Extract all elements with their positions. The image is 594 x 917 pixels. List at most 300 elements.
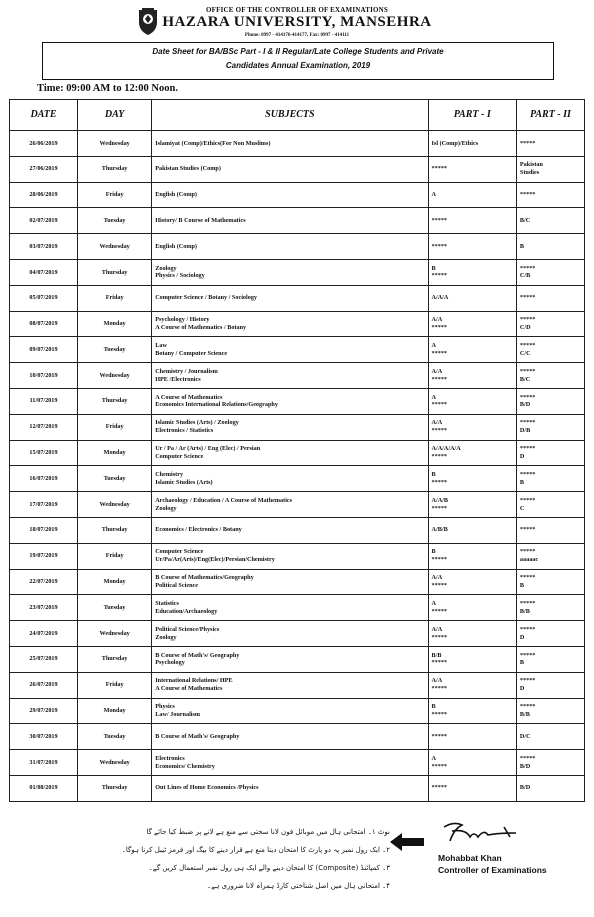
cell-subjects (152, 569, 428, 595)
cell-subjects-line: Statistics (155, 599, 179, 607)
cell-part2 (516, 208, 584, 234)
cell-part2-line: D/C (519, 732, 531, 740)
note-line: ۳۔ کمپائنڈ (Composite) کا امتحان دینے والے ایک ہی رول نمبر استعمال کریں گے۔ (148, 864, 390, 872)
cell-part2 (516, 492, 584, 518)
cell-date: 02/07/2019 (10, 208, 78, 234)
cell-subjects-line: Zoology (155, 504, 177, 512)
cell-part1-line: A (431, 754, 436, 762)
cell-part1-line: B (431, 471, 436, 478)
cell-part1 (428, 621, 516, 647)
cell-part2-line: ***** (519, 294, 536, 302)
cell-day: Monday (78, 698, 152, 724)
cell-date: 08/07/2019 (10, 311, 78, 337)
cell-part1-line: ***** (431, 659, 447, 667)
cell-part1 (428, 182, 516, 208)
cell-subjects-line: Computer Science / Botany / Sociology (155, 294, 258, 302)
cell-part1-line: B/B (431, 651, 442, 659)
cell-subjects-line: Education/Archaeology (155, 607, 218, 615)
cell-part2 (516, 156, 584, 182)
cell-part2-line: ***** (519, 264, 536, 272)
cell-day: Tuesday (78, 208, 152, 234)
cell-part1-line: Isl (Comp)/Ethics (431, 139, 479, 147)
cell-part1 (428, 698, 516, 724)
col-part1: PART - I (428, 100, 516, 131)
cell-part1-line: A/B/B (431, 526, 448, 534)
cell-part2-line: ***** (519, 496, 536, 504)
cell-part2 (516, 388, 584, 414)
cell-part1-line: A/A/A (431, 294, 449, 302)
cell-part1 (428, 388, 516, 414)
cell-part2-line: ***** (519, 677, 536, 685)
cell-date: 17/07/2019 (10, 492, 78, 518)
title-box (42, 42, 554, 80)
arrow-left-icon (388, 831, 426, 853)
cell-day: Tuesday (78, 595, 152, 621)
cell-part1 (428, 337, 516, 363)
cell-part2-line: B (519, 242, 525, 250)
cell-part2-line: ***** (519, 703, 536, 711)
cell-date: 25/07/2019 (10, 646, 78, 672)
cell-part2 (516, 337, 584, 363)
cell-part1-line: ***** (431, 633, 447, 641)
cell-part2 (516, 517, 584, 543)
cell-part2 (516, 285, 584, 311)
university-name: HAZARA UNIVERSITY, MANSEHRA (162, 14, 432, 30)
cell-part1-line: ***** (431, 581, 447, 589)
cell-part1 (428, 311, 516, 337)
cell-date: 26/06/2019 (10, 131, 78, 157)
cell-date: 03/07/2019 (10, 234, 78, 260)
table-row (10, 569, 585, 595)
cell-subjects-line: A Course of Mathematics (155, 685, 223, 693)
cell-subjects-line: Chemistry (155, 471, 184, 478)
cell-part2-line: B (519, 659, 525, 667)
cell-part2-line: B/D (519, 401, 531, 409)
cell-part2 (516, 569, 584, 595)
table-header-row (10, 100, 585, 131)
cell-part1-line: A (431, 393, 436, 401)
cell-subjects-line: Islamic Studies (Arts) (155, 478, 213, 486)
cell-part1-line: ***** (431, 504, 447, 512)
cell-date: 18/07/2019 (10, 517, 78, 543)
table-row (10, 775, 585, 801)
cell-subjects (152, 285, 428, 311)
cell-subjects-line: Ur / Pa / Ar (Arts) / Eng (Elec) / Persian (155, 445, 261, 453)
table-row (10, 698, 585, 724)
cell-part1-line: ***** (431, 710, 447, 718)
cell-part2 (516, 724, 584, 750)
table-row (10, 543, 585, 569)
cell-date: 01/08/2019 (10, 775, 78, 801)
cell-subjects (152, 492, 428, 518)
table-row (10, 492, 585, 518)
title-line-1: Date Sheet for BA/BSc Part - I & II Regular/Late College Students and Private (152, 47, 444, 56)
cell-part2-line: ***** (519, 548, 536, 556)
cell-subjects (152, 517, 428, 543)
cell-subjects (152, 440, 428, 466)
cell-subjects (152, 131, 428, 157)
cell-subjects-line: B Course of Math's/ Geography (155, 651, 240, 659)
cell-date: 26/07/2019 (10, 672, 78, 698)
cell-part2-line: B/D (519, 784, 531, 792)
cell-part1 (428, 414, 516, 440)
cell-subjects-line: Political Science (155, 581, 199, 589)
cell-part1-line: ***** (431, 607, 447, 615)
cell-subjects-line: Chemistry / Journalism (155, 367, 218, 375)
cell-subjects-line: Economics International Relations/Geography (155, 401, 278, 409)
cell-day: Tuesday (78, 724, 152, 750)
cell-subjects-line: History/ B Course of Mathematics (155, 216, 246, 224)
cell-subjects (152, 466, 428, 492)
cell-part1-line: ***** (431, 323, 447, 331)
cell-part1 (428, 363, 516, 389)
cell-subjects-line: HPE /Electronics (155, 375, 201, 383)
cell-part2-line: B/D (519, 762, 531, 770)
table-row (10, 156, 585, 182)
cell-part1-line: ***** (431, 165, 447, 173)
cell-part2-line: B/B (519, 607, 530, 615)
cell-part1-line: B (431, 264, 436, 272)
cell-subjects-line: Physics (155, 703, 175, 711)
cell-part2-line: ***** (519, 393, 536, 401)
cell-subjects (152, 621, 428, 647)
cell-part2 (516, 259, 584, 285)
cell-subjects-line: Electronics / Statistics (155, 427, 214, 435)
cell-part1-line: A/A (431, 625, 443, 633)
cell-day: Wednesday (78, 492, 152, 518)
cell-part1 (428, 259, 516, 285)
cell-part1-line: ***** (431, 401, 447, 409)
cell-date: 15/07/2019 (10, 440, 78, 466)
cell-part1-line: ***** (431, 762, 447, 770)
cell-part1-line: A/A (431, 316, 443, 324)
cell-part1 (428, 646, 516, 672)
cell-subjects-line: Economics / Electronics / Botany (155, 526, 242, 534)
cell-part2 (516, 311, 584, 337)
table-row (10, 208, 585, 234)
cell-part1-line: ***** (431, 784, 447, 792)
cell-subjects-line: A Course of Mathematics (155, 393, 223, 401)
cell-subjects (152, 750, 428, 776)
cell-part2-line: Studies (519, 169, 540, 177)
cell-date: 10/07/2019 (10, 363, 78, 389)
cell-subjects-line: B Course of Math's/ Geography (155, 732, 240, 740)
contact-line: Phone: 0997 - 414176-414177, Fax: 0997 - 414111 (244, 33, 350, 38)
cell-part1-line: ***** (431, 556, 447, 564)
cell-date: 12/07/2019 (10, 414, 78, 440)
table-row (10, 517, 585, 543)
cell-part1 (428, 724, 516, 750)
cell-part1-line: A (431, 599, 436, 607)
cell-subjects-line: Botany / Computer Science (155, 349, 228, 357)
cell-part1 (428, 672, 516, 698)
cell-day: Thursday (78, 156, 152, 182)
cell-part1 (428, 285, 516, 311)
cell-subjects (152, 311, 428, 337)
cell-part1 (428, 156, 516, 182)
cell-day: Tuesday (78, 337, 152, 363)
cell-subjects (152, 259, 428, 285)
cell-part2 (516, 543, 584, 569)
cell-part1-line: ***** (431, 375, 447, 383)
cell-part1-line: A/A (431, 677, 443, 685)
cell-day: Friday (78, 285, 152, 311)
cell-part1 (428, 569, 516, 595)
cell-part2-line: ***** (519, 419, 536, 427)
cell-subjects-line: A Course of Mathematics / Botany (155, 323, 247, 331)
table-row (10, 182, 585, 208)
cell-part1-line: A/A (431, 574, 443, 582)
cell-subjects (152, 414, 428, 440)
cell-subjects-line: B Course of Mathematics/Geography (155, 574, 254, 582)
cell-part2-line: ***** (519, 445, 536, 453)
cell-day: Friday (78, 182, 152, 208)
cell-part1 (428, 775, 516, 801)
cell-part1-line: ***** (431, 685, 447, 693)
cell-date: 11/07/2019 (10, 388, 78, 414)
cell-day: Wednesday (78, 131, 152, 157)
cell-part1-line: ***** (431, 272, 447, 280)
cell-part2 (516, 363, 584, 389)
col-day: DAY (78, 100, 152, 131)
cell-date: 22/07/2019 (10, 569, 78, 595)
table-row (10, 595, 585, 621)
table-row (10, 363, 585, 389)
table-row (10, 337, 585, 363)
cell-date: 09/07/2019 (10, 337, 78, 363)
cell-part1-line: ***** (431, 349, 447, 357)
table-row (10, 724, 585, 750)
cell-day: Friday (78, 543, 152, 569)
cell-subjects-line: Law (155, 342, 167, 350)
cell-date: 05/07/2019 (10, 285, 78, 311)
cell-day: Monday (78, 440, 152, 466)
cell-day: Wednesday (78, 750, 152, 776)
cell-day: Friday (78, 414, 152, 440)
cell-part2-line: ***** (519, 191, 536, 199)
cell-part1-line: ***** (431, 732, 447, 740)
cell-subjects-line: Physics / Sociology (155, 272, 205, 280)
cell-day: Thursday (78, 646, 152, 672)
cell-part1 (428, 440, 516, 466)
col-part2: PART - II (516, 100, 584, 131)
controller-title: Controller of Examinations (438, 865, 547, 875)
cell-subjects (152, 182, 428, 208)
cell-day: Monday (78, 569, 152, 595)
cell-subjects-line: English (Comp) (155, 191, 197, 199)
cell-part2-line: C/B (519, 272, 531, 280)
cell-subjects-line: Archaeology / Education / A Course of Mathematics (155, 496, 293, 504)
cell-subjects-line: Law/ Journalism (155, 710, 201, 718)
cell-subjects-line: Economics/ Chemistry (155, 762, 215, 770)
table-row (10, 466, 585, 492)
cell-part2-line: D/B (519, 427, 531, 435)
urdu-notes (100, 823, 390, 895)
cell-part1-line: B (431, 548, 436, 556)
table-row (10, 672, 585, 698)
cell-subjects-line: English (Comp) (155, 242, 197, 250)
cell-part2 (516, 595, 584, 621)
cell-part2-line: B (519, 478, 525, 486)
cell-part2 (516, 646, 584, 672)
cell-part1-line: A/A/B (431, 496, 449, 504)
table-row (10, 440, 585, 466)
cell-part2-line: ***** (519, 526, 536, 534)
table-row (10, 234, 585, 260)
cell-part2-line: D (519, 685, 525, 693)
cell-subjects (152, 543, 428, 569)
cell-part1-line: B (431, 703, 436, 711)
cell-part2 (516, 234, 584, 260)
cell-date: 16/07/2019 (10, 466, 78, 492)
cell-date: 27/06/2019 (10, 156, 78, 182)
cell-date: 19/07/2019 (10, 543, 78, 569)
cell-day: Thursday (78, 517, 152, 543)
cell-part1-line: ***** (431, 242, 447, 250)
cell-subjects (152, 388, 428, 414)
signature-icon (440, 819, 520, 849)
table-row (10, 388, 585, 414)
cell-part2-line: B/C (519, 375, 531, 383)
cell-part1 (428, 595, 516, 621)
cell-subjects (152, 698, 428, 724)
note-line: نوٹ ۱۔ امتحانی ہال میں موبائل فون لانا سختی سے منع ہے لانے پر ضبط کیا جائے گا (146, 828, 390, 836)
cell-subjects-line: Islamic Studies (Arts) / Zoology (155, 419, 239, 427)
cell-part1-line: ***** (431, 216, 447, 224)
cell-subjects (152, 208, 428, 234)
cell-part2 (516, 775, 584, 801)
cell-day: Wednesday (78, 363, 152, 389)
cell-day: Monday (78, 311, 152, 337)
cell-subjects (152, 672, 428, 698)
cell-part2-line: ***** (519, 754, 536, 762)
cell-subjects (152, 234, 428, 260)
table-row (10, 750, 585, 776)
cell-date: 23/07/2019 (10, 595, 78, 621)
cell-subjects-line: Ur/Pa/Ar(Arts)/Eng(Elec)/Persian/Chemistry (155, 556, 275, 564)
cell-date: 29/07/2019 (10, 698, 78, 724)
note-line: ۴۔ امتحانی ہال میں اصل شناختی کارڈ ہمراہ لانا ضروری ہے۔ (207, 882, 390, 890)
cell-subjects-line: Psychology / History (155, 316, 210, 324)
cell-subjects-line: Zoology (155, 633, 177, 641)
cell-date: 31/07/2019 (10, 750, 78, 776)
table-row (10, 621, 585, 647)
cell-subjects-line: Computer Science (155, 452, 204, 460)
cell-date: 24/07/2019 (10, 621, 78, 647)
cell-part1-line: ***** (431, 427, 447, 435)
cell-day: Wednesday (78, 234, 152, 260)
cell-subjects-line: Zoology (155, 264, 177, 272)
cell-part1 (428, 466, 516, 492)
cell-part2 (516, 466, 584, 492)
controller-name: Mohabbat Khan (438, 853, 502, 863)
cell-part2 (516, 440, 584, 466)
cell-subjects (152, 363, 428, 389)
cell-part2-line: ***** (519, 367, 536, 375)
col-subjects: SUBJECTS (152, 100, 428, 131)
table-row (10, 259, 585, 285)
cell-subjects-line: Pakistan Studies (Comp) (155, 165, 221, 173)
note-line: ۲۔ ایک رول نمبر پہ دو پارٹ کا امتحان دینا منع ہے قرار دینے کا بیگ اور فرمز ٹیبل کرنا ہوگا۔ (121, 846, 390, 854)
cell-part2-line: ***** (519, 574, 536, 582)
cell-day: Thursday (78, 388, 152, 414)
cell-part2 (516, 750, 584, 776)
cell-part2-line: D (519, 633, 525, 641)
table-row (10, 131, 585, 157)
cell-part2 (516, 672, 584, 698)
cell-part2-line: ***** (519, 599, 536, 607)
office-heading: OFFICE OF THE CONTROLLER OF EXAMINATIONS (205, 6, 389, 14)
cell-part1 (428, 543, 516, 569)
cell-part1 (428, 208, 516, 234)
footer (0, 815, 594, 915)
cell-day: Thursday (78, 259, 152, 285)
cell-date: 04/07/2019 (10, 259, 78, 285)
cell-subjects-line: Islamiyat (Comp)/Ethics(For Non Muslims) (155, 139, 271, 147)
cell-part1 (428, 492, 516, 518)
cell-part1 (428, 131, 516, 157)
cell-part2-line: C (519, 504, 525, 512)
cell-part2 (516, 698, 584, 724)
cell-part2 (516, 414, 584, 440)
cell-subjects (152, 724, 428, 750)
cell-subjects (152, 156, 428, 182)
cell-part1-line: ***** (431, 478, 447, 486)
exam-time: Time: 09:00 AM to 12:00 Noon. (37, 83, 178, 94)
cell-day: Wednesday (78, 621, 152, 647)
cell-part1-line: A/A/A/A/A (431, 445, 461, 453)
cell-part2-line: ***** (519, 342, 536, 350)
cell-part1 (428, 234, 516, 260)
cell-part2-line: C/D (519, 323, 531, 331)
date-sheet-table (9, 99, 585, 802)
cell-date: 30/07/2019 (10, 724, 78, 750)
cell-subjects (152, 646, 428, 672)
table-row (10, 311, 585, 337)
cell-part2-line: ***** (519, 471, 536, 478)
cell-subjects (152, 595, 428, 621)
cell-subjects-line: Out Lines of Home Economics /Physics (155, 784, 259, 792)
title-line-2: Candidates Annual Examination, 2019 (225, 61, 371, 70)
cell-part2-line: ***** (519, 625, 536, 633)
cell-part1-line: A (431, 191, 436, 199)
cell-day: Tuesday (78, 466, 152, 492)
cell-day: Thursday (78, 775, 152, 801)
cell-part2 (516, 182, 584, 208)
cell-part2-line: B/B (519, 710, 530, 718)
cell-subjects-line: Political Science/Physics (155, 625, 220, 633)
cell-part1-line: A/A (431, 367, 443, 375)
cell-part2-line: B/C (519, 216, 531, 224)
cell-subjects-line: Computer Science (155, 548, 204, 556)
cell-part2-line: ***** (519, 139, 536, 147)
cell-subjects (152, 337, 428, 363)
cell-date: 28/06/2019 (10, 182, 78, 208)
cell-part2-line: ***** (519, 316, 536, 324)
cell-part1 (428, 750, 516, 776)
cell-part2-line: aaaaac (519, 556, 539, 564)
cell-part2 (516, 621, 584, 647)
cell-subjects (152, 775, 428, 801)
cell-part1-line: A (431, 342, 436, 350)
cell-subjects-line: Electronics (155, 754, 185, 762)
cell-subjects-line: Psychology (155, 659, 185, 667)
cell-part1 (428, 517, 516, 543)
table-row (10, 414, 585, 440)
cell-part1-line: A/A (431, 419, 443, 427)
table-row (10, 646, 585, 672)
cell-part2 (516, 131, 584, 157)
